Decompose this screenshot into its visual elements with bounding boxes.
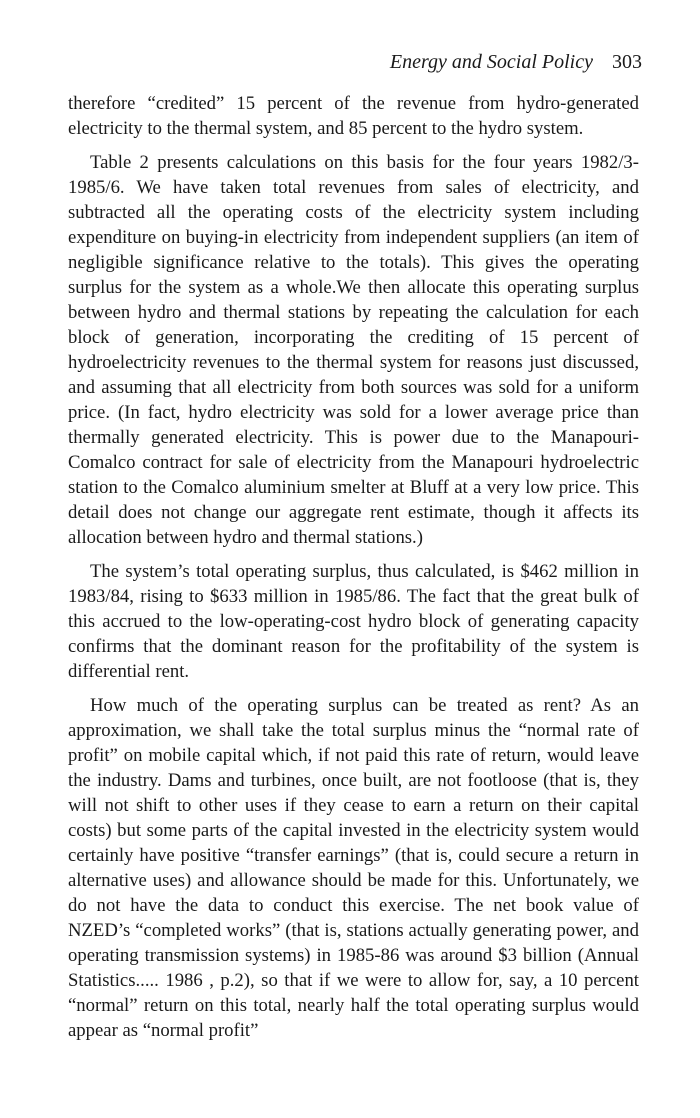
- paragraph-continuation: therefore “credited” 15 percent of the revenue from hydro-generated electricity to the thermal system, and 85 percent to the hydro system.: [68, 93, 639, 139]
- running-header: [390, 50, 642, 74]
- paragraph-operating-surplus: The system’s total operating surplus, thus calculated, is $462 million in 1983/84, rising to $633 million in 1985/86. The fact that the great bulk of this accrued to the low-operating-cost hydro block of generating capacity confirms that the dominant reason for the profitability of the system is differential rent.: [68, 561, 639, 682]
- paragraph-table-2-calculations: Table 2 presents calculations on this basis for the four years 1982/3-1985/6. We have taken total revenues from sales of electricity, and subtracted all the operating costs of the electricity system including expenditure on buying-in electricity from independent suppliers (an item of negligible significance relative to the totals). This gives the operating surplus for the system as a whole.We then allocate this operating surplus between hydro and thermal stations by repeating the calculation for each block of generation, incorporating the crediting of 15 percent of hydroelectricity revenues to the thermal system for reasons just discussed, and assuming that all electricity from both sources was sold for a uniform price. (In fact, hydro electricity was sold for a lower average price than thermally generated electricity. This is power due to the Manapouri-Comalco contract for sale of electricity from the Manapouri hydroelectric station to the Comalco aluminium smelter at Bluff at a very low price. This detail does not change our aggregate rent estimate, though it affects its allocation between hydro and thermal stations.): [68, 152, 639, 548]
- body-text: [68, 91, 639, 1052]
- paragraph-rent-estimate: How much of the operating surplus can be treated as rent? As an approximation, we shall take the total surplus minus the “normal rate of profit” on mobile capital which, if not paid this rate of return, would leave the industry. Dams and turbines, once built, are not footloose (that is, they will not shift to other uses if they cease to earn a return on their capital costs) but some parts of the capital invested in the electricity system would certainly have positive “transfer earnings” (that is, could secure a return in alternative uses) and allowance should be made for this. Unfortunately, we do not have the data to conduct this exercise. The net book value of NZED’s “completed works” (that is, stations actually generating power, and operating transmission systems) in 1985-86 was around $3 billion (Annual Statistics..... 1986 , p.2), so that if we were to allow for, say, a 10 percent “normal” return on this total, nearly half the total operating surplus would appear as “normal profit”: [68, 695, 639, 1041]
- page-number: 303: [612, 51, 642, 73]
- running-title: Energy and Social Policy: [389, 51, 593, 73]
